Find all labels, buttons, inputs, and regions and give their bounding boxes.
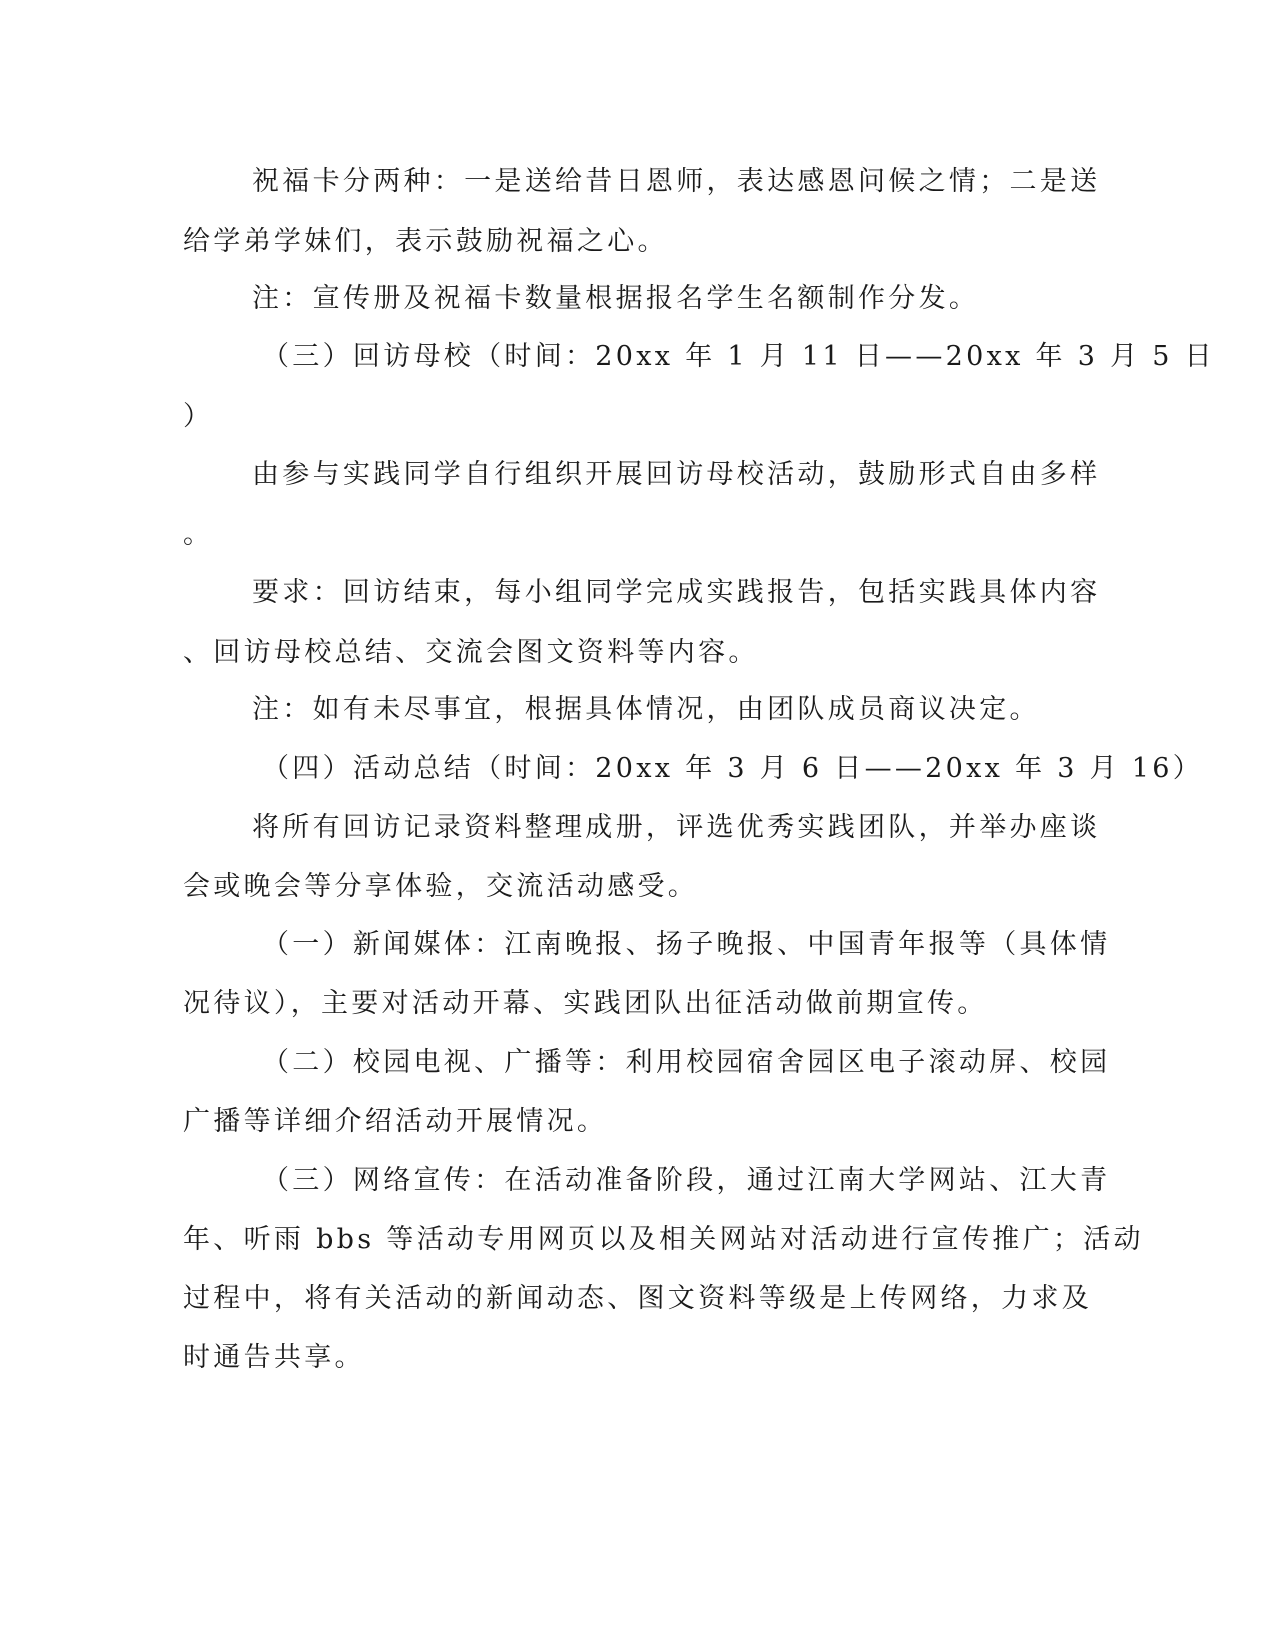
paragraph-line: 年、听雨 bbs 等活动专用网页以及相关网站对活动进行宣传推广；活动 — [183, 1224, 1144, 1255]
paragraph-line: 。 — [183, 519, 214, 550]
paragraph-line: ） — [183, 401, 214, 432]
paragraph-line: 时通告共享。 — [183, 1342, 365, 1373]
paragraph-line: 给学弟学妹们，表示鼓励祝福之心。 — [183, 226, 668, 257]
section-heading: （三）回访母校（时间：20xx 年 1 月 11 日——20xx 年 3 月 5 日 — [262, 341, 1215, 372]
paragraph-line: 况待议），主要对活动开幕、实践团队出征活动做前期宣传。 — [183, 988, 988, 1019]
paragraph-line: （二）校园电视、广播等：利用校园宿舍园区电子滚动屏、校园 — [262, 1047, 1111, 1078]
paragraph-line: 由参与实践同学自行组织开展回访母校活动，鼓励形式自由多样 — [252, 459, 1101, 490]
paragraph-line: 注：如有未尽事宜，根据具体情况，由团队成员商议决定。 — [252, 694, 1040, 725]
section-heading: （四）活动总结（时间：20xx 年 3 月 6 日——20xx 年 3 月 16） — [262, 753, 1204, 784]
paragraph-line: 过程中，将有关活动的新闻动态、图文资料等级是上传网络，力求及 — [183, 1283, 1092, 1314]
paragraph-line: 会或晚会等分享体验，交流活动感受。 — [183, 871, 699, 902]
paragraph-line: 注：宣传册及祝福卡数量根据报名学生名额制作分发。 — [252, 283, 980, 314]
paragraph-line: 广播等详细介绍活动开展情况。 — [183, 1106, 608, 1137]
paragraph-line: 要求：回访结束，每小组同学完成实践报告，包括实践具体内容 — [252, 577, 1101, 608]
paragraph-line: 将所有回访记录资料整理成册，评选优秀实践团队，并举办座谈 — [252, 812, 1101, 843]
paragraph-line: 祝福卡分两种：一是送给昔日恩师，表达感恩问候之情；二是送 — [252, 166, 1101, 197]
paragraph-line: （一）新闻媒体：江南晚报、扬子晚报、中国青年报等（具体情 — [262, 929, 1111, 960]
paragraph-line: （三）网络宣传：在活动准备阶段，通过江南大学网站、江大青 — [262, 1165, 1111, 1196]
paragraph-line: 、回访母校总结、交流会图文资料等内容。 — [183, 637, 759, 668]
